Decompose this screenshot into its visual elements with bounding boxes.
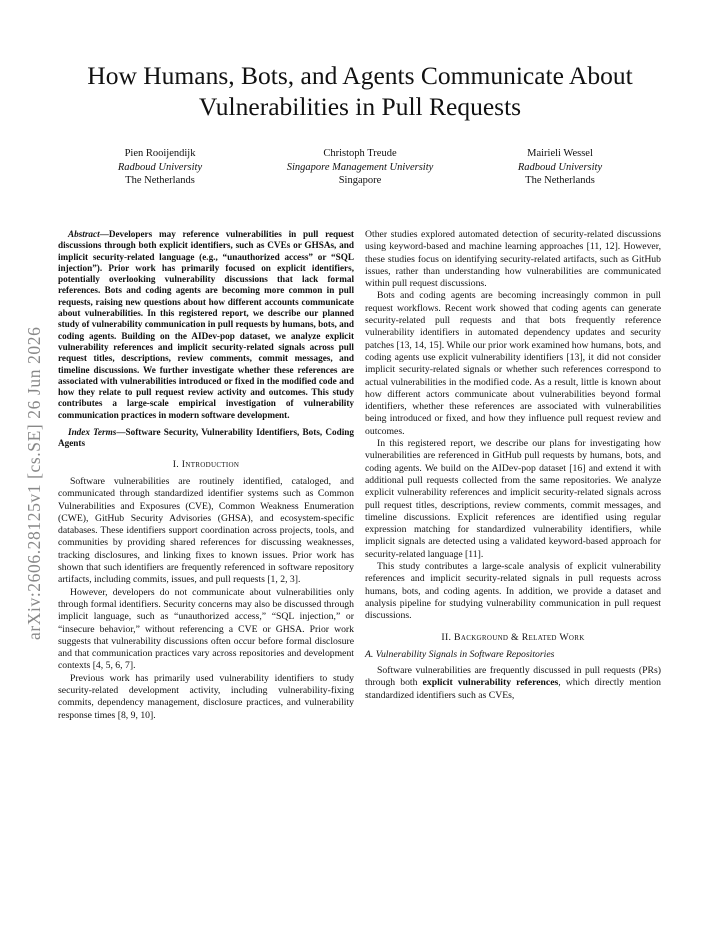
paragraph: This study contributes a large-scale analysis of explicit vulnerability references and implicit security-related signals in pull requests across humans, bots, and coding agents. In addition, we provide a dataset and analysis pipeline for studying vulnerability communication in pull request discussions. xyxy=(365,561,661,622)
subsection-heading: A. Vulnerability Signals in Software Repositories xyxy=(365,648,555,660)
author-country: Singapore xyxy=(338,175,382,186)
right-column xyxy=(365,229,661,702)
paragraph-text: , which directly mention standardized identifiers such as CVEs, xyxy=(365,677,661,701)
author-country: The Netherlands xyxy=(125,175,195,186)
left-column xyxy=(58,229,354,722)
author-affiliation: Singapore Management University xyxy=(286,161,434,173)
paragraph: Software vulnerabilities are routinely identified, cataloged, and communicated through standardized identifier systems such as Common Vulnerabilities and Exposures (CVE), Common Weakness Enumeration (CWE), GitHub Security Advisories (GHSA), and ecosystem-specific databases. These identifiers support coordination across projects, tools, and communities by providing shared references for discussing weaknesses, tracking disclosures, and linking fixes to known issues. Prior work has shown that such identifiers are frequently referenced in software repository artifacts, including commits, issues, and pull requests [1, 2, 3]. xyxy=(58,475,354,586)
paragraph: In this registered report, we describe our plans for investigating how vulnerabilities are referenced in GitHub pull requests by humans, bots, and coding agents. We build on the AIDev-pop dataset [16] and extend it with additional pull requests collected from the same repositories. We analyze explicit vulnerability references and implicit security-related signals across pull request titles, descriptions, review comments, commit messages, and timeline discussions. Explicit references are identified using regular expression matching for standardized vulnerability identifiers, while implicit signals are detected using a validated keyword-based approach for security-related language [11]. xyxy=(365,438,661,560)
section-heading-background: II. Background & Related Work xyxy=(441,631,585,643)
paragraph: However, developers do not communicate about vulnerabilities only through formal identifiers. Security concerns may also be discussed through implicit language, such as “unauthorized access,” “SQL injection,” or “insecure behavior,” without referencing a CVE or GHSA. Prior work suggests that vulnerability discussions often occur before formal disclosure and that communication practices vary across repositories and development contexts [4, 5, 6, 7]. xyxy=(58,586,354,672)
author-country: The Netherlands xyxy=(525,175,595,186)
paragraph: Previous work has primarily used vulnerability identifiers to study security-related development activity, including vulnerability-fixing commits, dependency management, disclosure practices, and vulnerability response times [8, 9, 10]. xyxy=(58,672,354,721)
paragraph xyxy=(365,665,661,702)
index-terms-text: —Software Security, Vulnerability Identifiers, Bots, Coding Agents xyxy=(58,427,354,449)
author-name: Mairieli Wessel xyxy=(527,148,593,159)
paper-title: How Humans, Bots, and Agents Communicate About Vulnerabilities in Pull Requests xyxy=(87,61,633,121)
bold-term: explicit vulnerability references xyxy=(422,677,559,689)
author-1 xyxy=(60,147,260,188)
abstract-text: —Developers may reference vulnerabilities in pull request discussions through both explicit identifiers, such as CVEs or GHSAs, and implicit security-related language (e.g., “unauthorized access” or “SQL injection”). Prior work has primarily focused on explicit identifiers, potentially overlooking vulnerability discussions that lack formal references. Bots and coding agents are becoming more common in pull requests, raising new questions about how different accounts communicate about vulnerabilities. In this registered report, we describe our planned study of vulnerability communication in pull requests by humans, bots, and coding agents. Building on the AIDev-pop dataset, we analyze explicit vulnerability references and implicit security-related signals across pull request titles, descriptions, review comments, commit messages, and timeline discussions. We further investigate whether these references are associated with vulnerabilities introduced or fixed in the modified code and how they relate to pull request review activity and outcomes. This study contributes a large-scale empirical investigation of vulnerability communication practices in modern software development. xyxy=(58,229,354,420)
arxiv-stamp: arXiv:2606.28125v1 [cs.SE] 26 Jun 2026 xyxy=(24,326,44,640)
section-heading-introduction: I. Introduction xyxy=(172,458,240,470)
abstract-label: Abstract xyxy=(68,229,100,239)
paragraph-text: Software vulnerabilities are frequently discussed in pull requests (PRs) through both xyxy=(365,665,661,689)
author-name: Christoph Treude xyxy=(323,148,397,159)
author-name: Pien Rooijendijk xyxy=(124,148,196,159)
paragraph: Other studies explored automated detection of security-related discussions using keyword-based and machine learning approaches [11, 12]. However, these studies focus on identifying security-related artifacts, such as GitHub issues, rather than understanding how vulnerabilities are communicated within pull request discussions. xyxy=(365,229,661,290)
author-affiliation: Radboud University xyxy=(117,161,203,173)
author-3 xyxy=(460,147,660,188)
author-affiliation: Radboud University xyxy=(517,161,603,173)
index-terms-label: Index Terms xyxy=(68,427,117,438)
abstract xyxy=(58,229,354,421)
author-2 xyxy=(260,147,460,188)
paragraph: Bots and coding agents are becoming increasingly common in pull request workflows. Recent work showed that coding agents can generate security-related pull requests and that bots frequently reference vulnerability identifiers in automated dependency updates and security patches [13, 14, 15]. While our prior work examined how humans, bots, and coding agents use explicit vulnerability identifiers [13], it did not consider implicit security-related signals or whether such references correspond to actual vulnerabilities in the modified code. As a result, little is known about how different actors communicate about vulnerabilities beyond formal identifiers, whether these references are associated with vulnerabilities being introduced or fixed, and how they influence pull request review and outcomes. xyxy=(365,290,661,437)
index-terms xyxy=(58,427,354,450)
